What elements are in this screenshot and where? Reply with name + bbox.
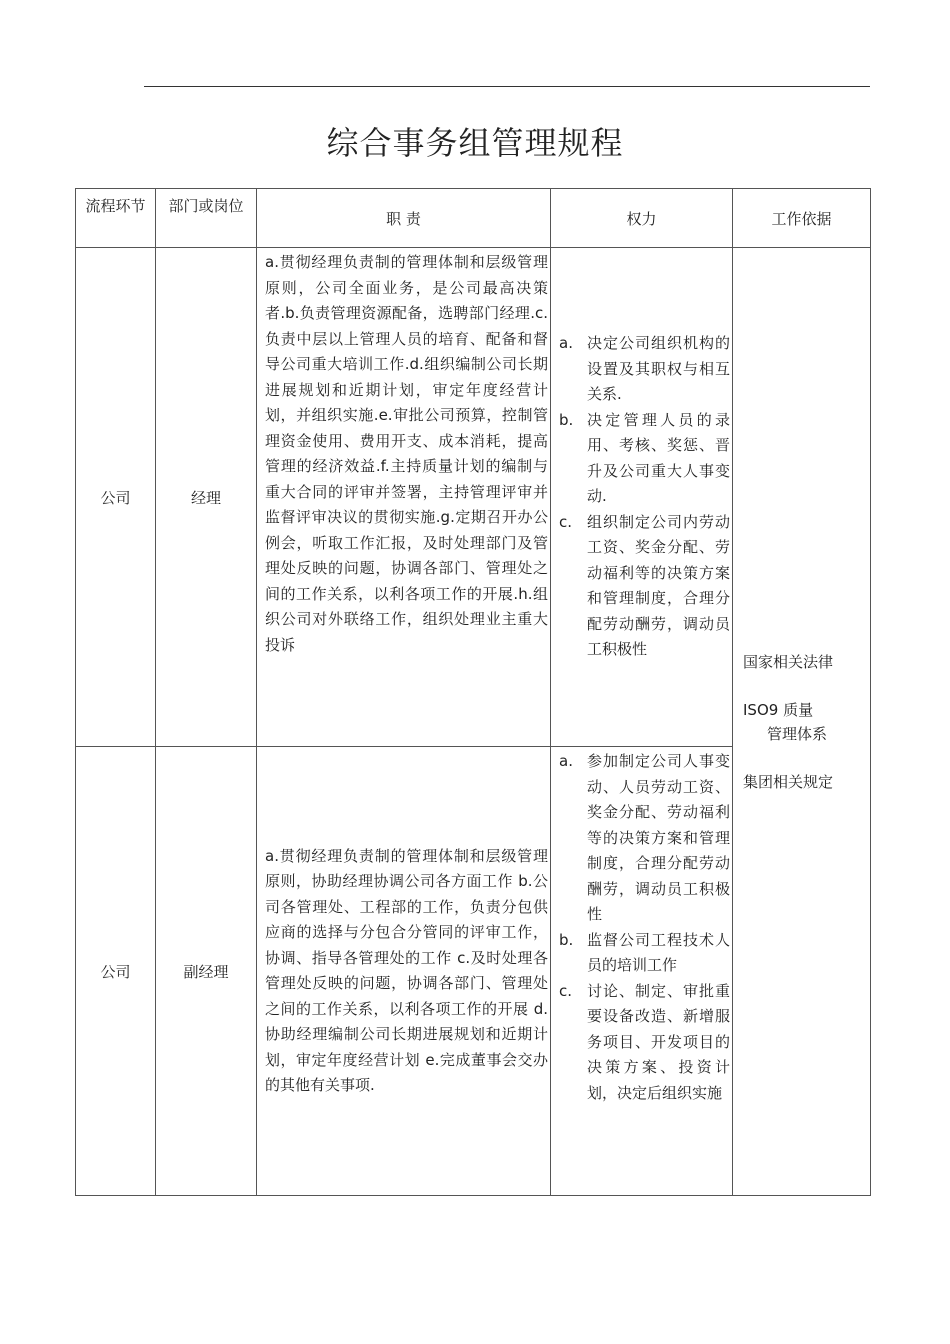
regulation-table: [75, 188, 871, 1196]
power-text: 讨论、制定、审批重要设备改造、新增服务项目、开发项目的决策方案、投资计划，决定后组织实施: [587, 981, 730, 1102]
row-dept: 经理: [156, 248, 257, 747]
row-duties: a.贯彻经理负责制的管理体制和层级管理原则，公司全面业务，是公司最高决策者.b.负责管理资源配备，选聘部门经理.c.负责中层以上管理人员的培育、配备和督导公司重大培训工作.d.组织编制公司长期进展规划和近期计划，审定年度经营计划，并组织实施.e.审批公司预算，控制管理资金使用、费用开支、成本消耗，提高管理的经济效益.f.主持质量计划的编制与重大合同的评审并签署，主持管理评审并监督评审决议的贯彻实施.g.定期召开办公例会，听取工作汇报，及时处理部门及管理处反映的问题，协调各部门、管理处之间的工作关系，以利各项工作的开展.h.组织公司对外联络工作，组织处理业主重大投诉: [257, 248, 551, 747]
basis-law: 国家相关法律: [743, 652, 834, 671]
power-label: b.: [559, 930, 574, 949]
power-text: 决定公司组织机构的设置及其职权与相互关系.: [587, 334, 730, 404]
basis-group: 集团相关规定: [743, 772, 834, 791]
row-duties: a.贯彻经理负责制的管理体制和层级管理原则，协助经理协调公司各方面工作 b.公司各管理处、工程部的工作，负责分包供应商的选择与分包合分管同的评审工作，协调、指导各管理处的工作 c.及时处理各管理处反映的问题，协调各部门、管理处之间的工作关系，以利各项工作的开展 d.协助经理编制公司长期进展规划和近期计划，审定年度经营计划 e.完成董事会交办的其他有关事项.: [257, 747, 551, 1196]
power-label: b.: [559, 410, 574, 429]
power-text: 决定管理人员的录用、考核、奖惩、晋升及公司重大人事变动.: [587, 410, 730, 506]
power-text: 参加制定公司人事变动、人员劳动工资、奖金分配、劳动福利等的决策方案和管理制度，合理分配劳动酬劳，调动员工积极性: [587, 752, 730, 923]
header-powers: 权力: [551, 189, 733, 248]
basis-system: 管理体系: [767, 724, 828, 743]
row-process: 公司: [76, 248, 156, 747]
work-basis-cell: [733, 248, 871, 1196]
power-text: 组织制定公司内劳动工资、奖金分配、劳动福利等的决策方案和管理制度，合理分配劳动酬劳，调动员工积极性: [587, 512, 730, 659]
power-label: c.: [559, 981, 573, 1000]
power-label: a.: [559, 752, 573, 770]
row-powers: [551, 248, 733, 747]
power-item: [559, 749, 730, 928]
power-item: [559, 331, 730, 408]
power-text: 监督公司工程技术人员的培训工作: [587, 930, 730, 974]
row-powers: [551, 747, 733, 1196]
page-title: 综合事务组管理规程: [326, 124, 624, 162]
power-label: c.: [559, 512, 573, 531]
basis-iso: ISO9 质量: [743, 700, 814, 719]
power-item: [559, 510, 730, 663]
header-dept: 部门或岗位: [156, 189, 257, 248]
header-duties: 职 责: [257, 189, 551, 248]
row-process: 公司: [76, 747, 156, 1196]
power-label: a.: [559, 334, 573, 353]
row-dept: 副经理: [156, 747, 257, 1196]
header-process: 流程环节: [76, 189, 156, 248]
power-item: [559, 408, 730, 510]
header-basis: 工作依据: [733, 189, 871, 248]
power-item: [559, 979, 730, 1107]
header-rule: [144, 86, 870, 87]
table-row: [76, 248, 871, 747]
power-item: [559, 928, 730, 979]
table-header-row: [76, 189, 871, 248]
